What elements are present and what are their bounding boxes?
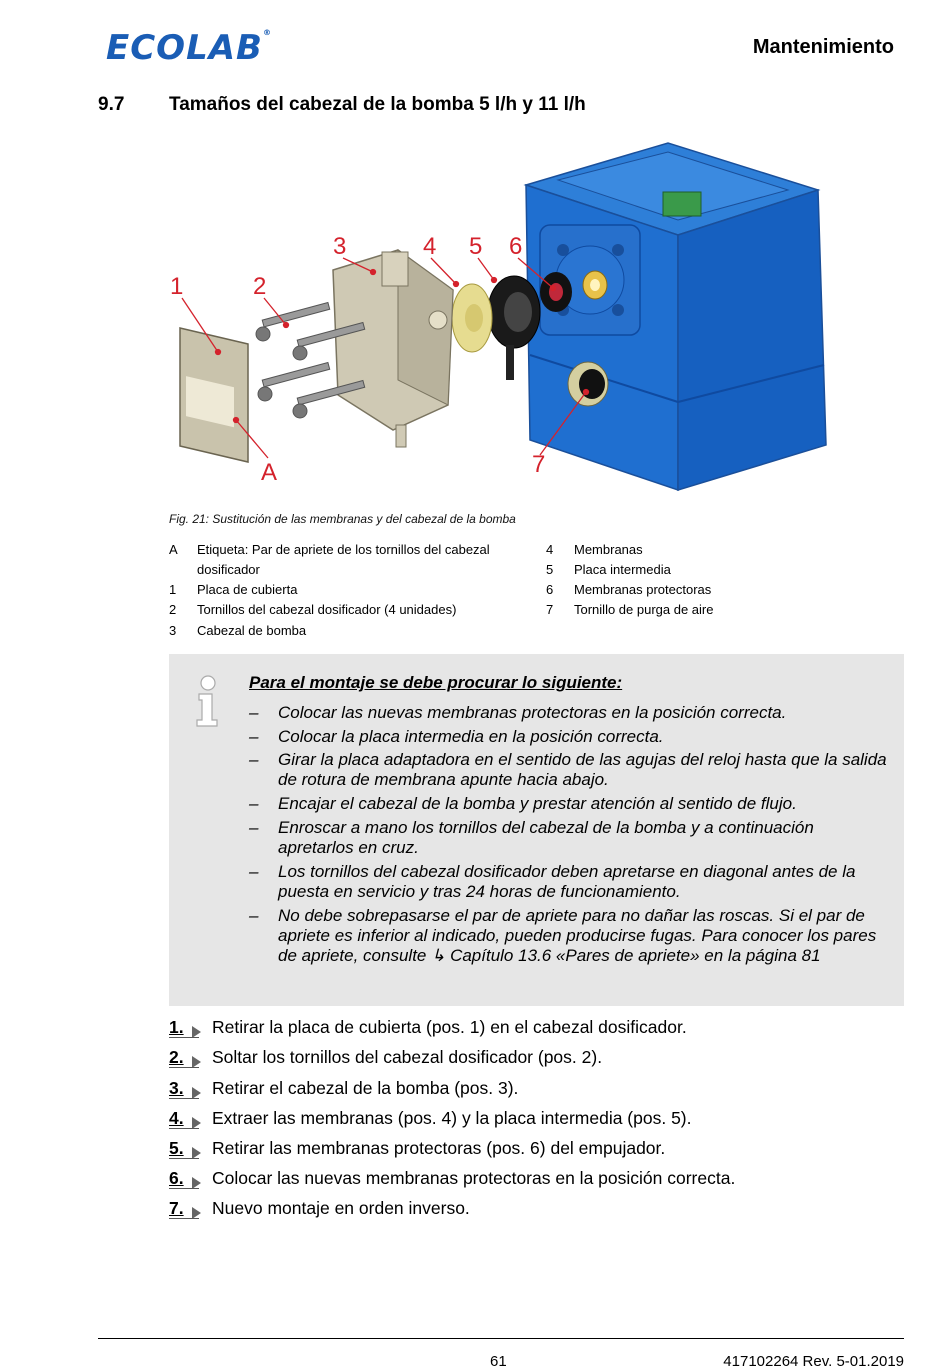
legend-item: 3 Cabezal de bomba <box>169 623 307 638</box>
figure-caption: Fig. 21: Sustitución de las membranas y del cabezal de la bomba <box>169 512 516 526</box>
callout-7: 7 <box>532 451 546 478</box>
ecolab-logo: ECOLAB® <box>106 28 272 68</box>
cover-plate <box>180 328 248 462</box>
legend-item: 7 Tornillo de purga de aire <box>546 602 714 617</box>
info-title: Para el montaje se debe procurar lo siguiente: <box>249 673 623 692</box>
legend-item: 4 Membranas <box>546 542 643 557</box>
callout-6: 6 <box>509 233 523 260</box>
legend-item: 6 Membranas protectoras <box>546 582 712 597</box>
callout-3: 3 <box>333 233 347 260</box>
pump-housing <box>526 143 826 490</box>
info-item: – Colocar la placa intermedia en la posición correcta. <box>249 727 664 746</box>
info-item: – Encajar el cabezal de la bomba y prestar atención al sentido de flujo. <box>249 794 797 813</box>
callout-1: 1 <box>170 273 184 300</box>
section-title: Tamaños del cabezal de la bomba 5 l/h y 11 l/h <box>169 94 586 115</box>
legend-item: 5 Placa intermedia <box>546 562 671 577</box>
footer-divider <box>98 1338 904 1339</box>
callout-5: 5 <box>469 233 483 260</box>
info-item: – Los tornillos del cabezal dosificador deben apretarse en diagonal antes de la puesta en servicio y tras 24 horas de funcionamiento. <box>249 862 856 901</box>
legend-item: 2 Tornillos del cabezal dosificador (4 unidades) <box>169 602 457 617</box>
pump-exploded-diagram <box>168 140 830 495</box>
callout-4: 4 <box>423 233 437 260</box>
protective-membrane <box>540 272 572 312</box>
info-item: – Enroscar a mano los tornillos del cabezal de la bomba y a continuación apretarlos en cruz. <box>249 818 814 857</box>
info-item: – No debe sobrepasarse el par de apriete para no dañar las roscas. Si el par de apriete es inferior al indicado, pueden producirse fugas. Para conocer los pares de apriete, consulte ↳ Capítulo 13.6 «Pares de apriete» en la página 81 <box>249 906 877 965</box>
info-item: – Girar la placa adaptadora en el sentido de las agujas del reloj hasta que la salida de rotura de membrana apunte hacia abajo. <box>249 750 887 789</box>
section-number: 9.7 <box>98 94 125 115</box>
header-section-title: Mantenimiento <box>752 36 894 58</box>
info-item: – Colocar las nuevas membranas protectoras en la posición correcta. <box>249 703 787 722</box>
page-number: 61 <box>490 1353 507 1370</box>
callout-2: 2 <box>253 273 267 300</box>
callout-a: A <box>261 459 278 486</box>
info-icon <box>193 674 223 730</box>
info-box <box>169 654 904 1006</box>
document-revision: 417102264 Rev. 5-01.2019 <box>723 1353 904 1370</box>
legend-item: A Etiqueta: Par de apriete de los tornillos del cabezal dosificador <box>169 542 490 577</box>
pump-head <box>333 250 453 447</box>
legend-item: 1 Placa de cubierta <box>169 582 298 597</box>
membrane <box>452 284 492 352</box>
